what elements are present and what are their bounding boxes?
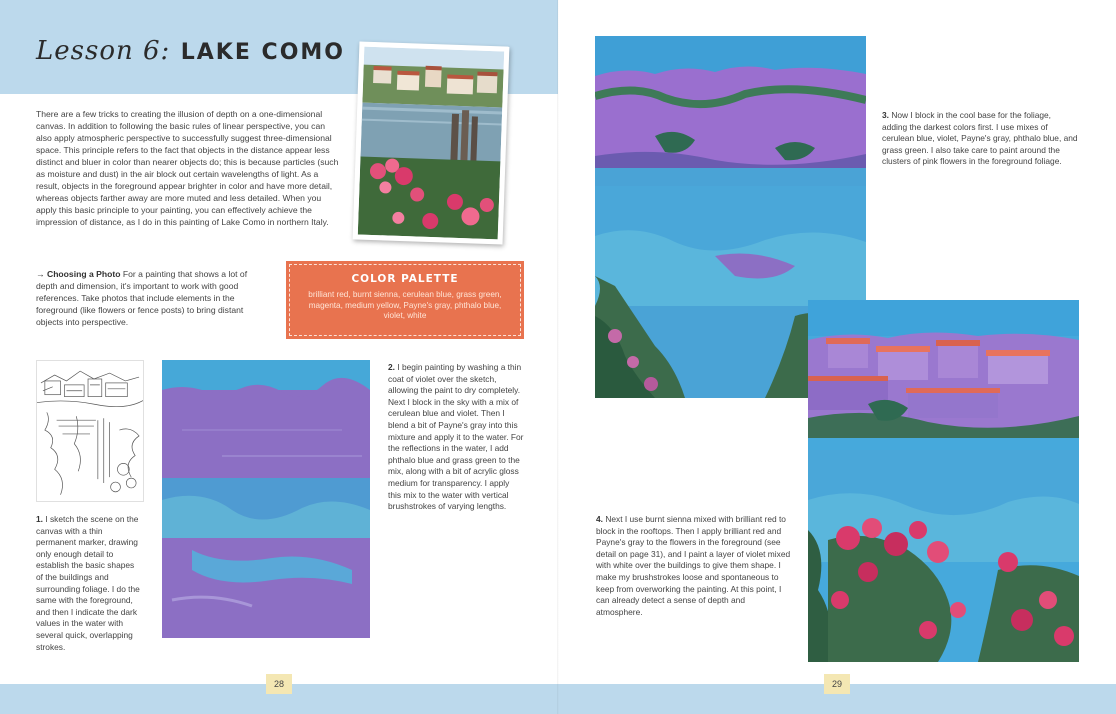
step2-painting-image <box>162 360 370 638</box>
color-palette-heading: COLOR PALETTE <box>351 273 459 285</box>
step1-number: 1. <box>36 514 43 524</box>
reference-photo-image <box>358 47 504 240</box>
color-palette-box <box>289 264 521 336</box>
step4-number: 4. <box>596 514 603 524</box>
step3-number: 3. <box>882 110 889 120</box>
page-gutter <box>557 0 559 714</box>
color-palette-list: brilliant red, burnt sienna, cerulean blue, grass green, magenta, medium yellow, Payne's gray, phthalo blue, violet, white <box>308 290 502 320</box>
step1-caption <box>36 514 142 653</box>
choosing-photo-tip <box>36 268 268 328</box>
step4-caption <box>596 514 792 618</box>
step2-caption <box>388 362 524 513</box>
sketch-drawing <box>37 361 143 501</box>
choosing-photo-text: For a painting that shows a lot of depth and dimension, it's important to work with good references. Take photos that include elements in the foreground (like flowers or fence posts) to bring distant objects into perspective. <box>36 269 248 327</box>
step1-text: I sketch the scene on the canvas with a thin permanent marker, drawing only enough detail to establish the basic shapes of the buildings and surrounding foliage. I do the same with the foreground, and then I indicate the dark values in the water with several quick, overlapping strokes. <box>36 514 140 652</box>
step4-painting <box>808 300 1079 662</box>
intro-paragraph: There are a few tricks to creating the illusion of depth on a one-dimensional canvas. In addition to following the basic rules of linear perspective, you can also apply atmospheric perspective to successfully suggest three-dimensional space. This principle refers to the fact that objects in the distance appear less distinct and bluer in color than nearer objects do; this is because particles (such as moisture and dust) in the air block out certain wavelengths of light. As a result, objects in the foreground appear brighter in color and have more detail, whereas objects farther away are more muted and less detailed. When you apply this basic principle to your painting, you can effectively achieve the impression of distance, as I do in this painting of Lake Como in northern Italy. <box>36 109 339 227</box>
step1-sketch-image <box>36 360 144 502</box>
page-number-right: 29 <box>824 674 850 694</box>
step2-number: 2. <box>388 362 395 372</box>
lesson-title <box>36 36 345 66</box>
reference-photo <box>353 41 510 244</box>
lesson-title-caps: LAKE COMO <box>180 40 345 65</box>
lesson-title-script: Lesson 6: <box>36 36 171 66</box>
step3-caption <box>882 110 1078 168</box>
step3-text: Now I block in the cool base for the foliage, adding the darkest colors first. I use mixes of cerulean blue, violet, Payne's gray, phthalo blue, and grass green. I also take care to paint around the clusters of pink flowers in the foreground foliage. <box>882 110 1078 167</box>
step2-painting <box>162 360 370 638</box>
step2-text: I begin painting by washing a thin coat of violet over the sketch, allowing the paint to dry completely. Next I block in the sky with a mix of cerulean blue and violet. Then I blend a bit of Payne's gray into this mixture and apply it to the water. For the reflections in the water, I add phthalo blue and grass green to the mix, along with a bit of acrylic gloss medium for transparency. I apply this mix to the water with vertical brushstrokes of varying lengths. <box>388 362 524 512</box>
page-number-left: 28 <box>266 674 292 694</box>
step4-text: Next I use burnt sienna mixed with brilliant red to block in the rooftops. Then I apply brilliant red and Payne's gray to the flowers in the foreground (see detail on page 31), and I paint a layer of violet mixed with white over the buildings to give them shape. I make my brushstrokes loose and spontaneous to keep from overworking the painting. At this point, I can already detect a sense of depth and atmosphere. <box>596 514 791 617</box>
choosing-photo-lead: → Choosing a Photo <box>36 269 121 279</box>
step4-painting-image <box>808 300 1079 662</box>
